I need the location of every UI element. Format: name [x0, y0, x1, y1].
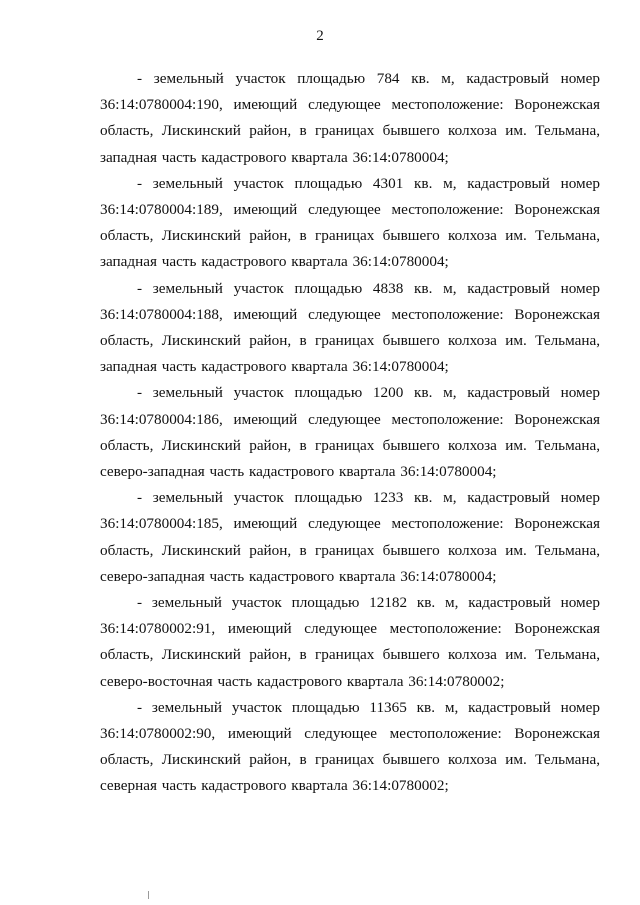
land-plot-paragraph: - земельный участок площадью 12182 кв. м, кадастровый номер 36:14:0780002:91, имеющий следующее местоположение: Воронежская область, Лискинский район, в границах бывшего колхоза им. Тельмана, северо-восточная часть кадастрового квартала 36:14:0780002;: [100, 594, 600, 690]
land-plot-paragraph: - земельный участок площадью 784 кв. м, кадастровый номер 36:14:0780004:190, имеющий следующее местоположение: Воронежская область, Лискинский район, в границах бывшего колхоза им. Тельмана, западная часть кадастрового квартала 36:14:0780004;: [100, 70, 600, 166]
land-plot-paragraph: - земельный участок площадью 4301 кв. м, кадастровый номер 36:14:0780004:189, имеющий следующее местоположение: Воронежская область, Лискинский район, в границах бывшего колхоза им. Тельмана, западная часть кадастрового квартала 36:14:0780004;: [100, 174, 600, 271]
land-plot-paragraph: - земельный участок площадью 1233 кв. м, кадастровый номер 36:14:0780004:185, имеющий следующее местоположение: Воронежская область, Лискинский район, в границах бывшего колхоза им. Тельмана, северо-западная часть кадастрового квартала 36:14:0780004;: [100, 489, 600, 585]
page-number: 2: [316, 28, 324, 44]
land-plot-paragraph: - земельный участок площадью 1200 кв. м, кадастровый номер 36:14:0780004:186, имеющий следующее местоположение: Воронежская область, Лискинский район, в границах бывшего колхоза им. Тельмана, северо-западная часть кадастрового квартала 36:14:0780004;: [100, 384, 600, 481]
land-plot-paragraph: - земельный участок площадью 4838 кв. м, кадастровый номер 36:14:0780004:188, имеющий следующее местоположение: Воронежская область, Лискинский район, в границах бывшего колхоза им. Тельмана, западная часть кадастрового квартала 36:14:0780004;: [100, 279, 600, 376]
scan-artifact-mark: [148, 891, 149, 899]
document-body: [100, 66, 600, 800]
land-plot-paragraph: - земельный участок площадью 11365 кв. м, кадастровый номер 36:14:0780002:90, имеющий следующее местоположение: Воронежская область, Лискинский район, в границах бывшего колхоза им. Тельмана, северная часть кадастрового квартала 36:14:0780002;: [100, 698, 600, 795]
